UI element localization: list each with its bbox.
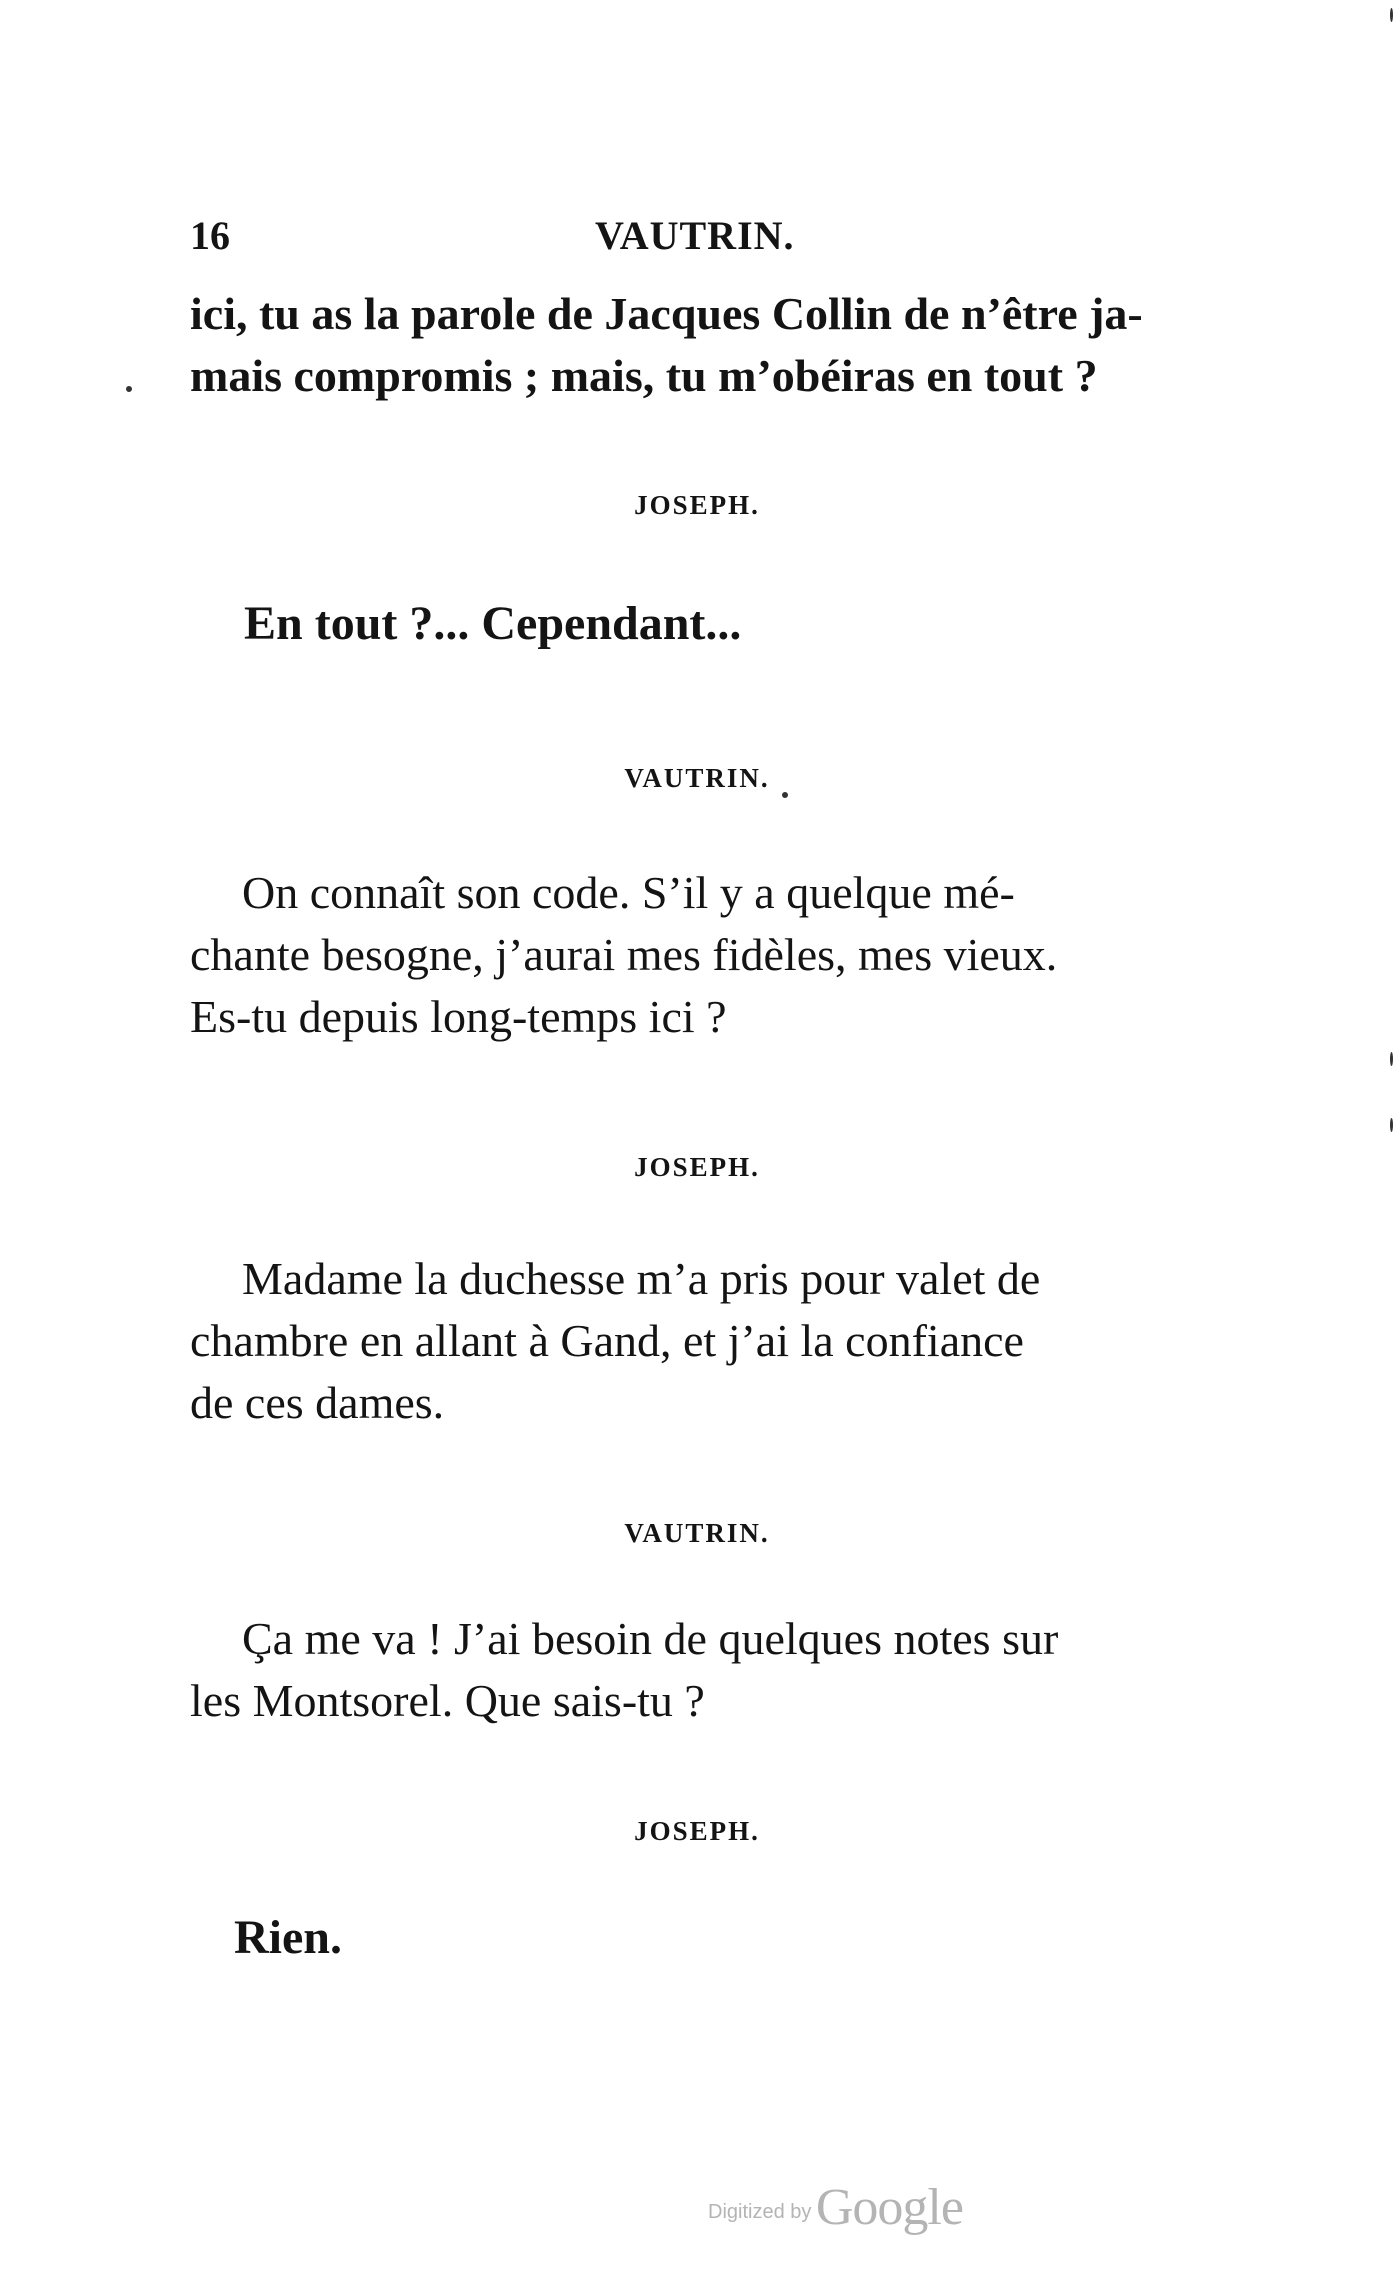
- running-title: VAUTRIN.: [595, 213, 795, 258]
- text-line: chante besogne, j’aurai mes fidèles, mes vieux.: [190, 929, 1058, 980]
- scan-speck: [126, 386, 132, 392]
- text-line: ici, tu as la parole de Jacques Collin de n’être ja-: [190, 288, 1143, 339]
- speech-joseph: [190, 1248, 1180, 1434]
- speaker-name: JOSEPH.: [634, 1816, 760, 1846]
- text-line: chambre en allant à Gand, et j’ai la confiance: [190, 1315, 1024, 1366]
- digitized-watermark: [708, 2178, 963, 2237]
- text-line: Ça me va ! J’ai besoin de quelques notes sur: [242, 1613, 1059, 1664]
- speech-vautrin: [190, 1608, 1180, 1732]
- speaker-name: VAUTRIN.: [624, 1518, 770, 1548]
- scan-speck: [1390, 1118, 1393, 1132]
- speaker-name: VAUTRIN.: [624, 763, 770, 793]
- watermark-prefix: Digitized by: [708, 2201, 812, 2223]
- page-number: 16: [190, 213, 230, 258]
- speech-vautrin: [190, 862, 1180, 1048]
- speech-joseph: Rien.: [234, 1911, 342, 1964]
- speech-vautrin-continuation: [190, 283, 1180, 407]
- speaker-name: JOSEPH.: [634, 1152, 760, 1182]
- speaker-name: JOSEPH.: [634, 490, 760, 520]
- running-head: [190, 212, 1200, 272]
- text-line: les Montsorel. Que sais-tu ?: [190, 1675, 705, 1726]
- scan-speck: [1390, 1052, 1393, 1066]
- text-line: Es-tu depuis long-temps ici ?: [190, 991, 727, 1042]
- text-line: de ces dames.: [190, 1377, 445, 1428]
- google-logo: Google: [815, 2179, 963, 2236]
- speech-joseph: En tout ?... Cependant...: [244, 597, 742, 650]
- text-line: On connaît son code. S’il y a quelque mé-: [242, 867, 1015, 918]
- text-line: Madame la duchesse m’a pris pour valet de: [242, 1253, 1041, 1304]
- text-line: mais compromis ; mais, tu m’obéiras en tout ?: [190, 350, 1098, 401]
- scan-speck: [1390, 8, 1393, 22]
- scan-speck: [782, 792, 788, 798]
